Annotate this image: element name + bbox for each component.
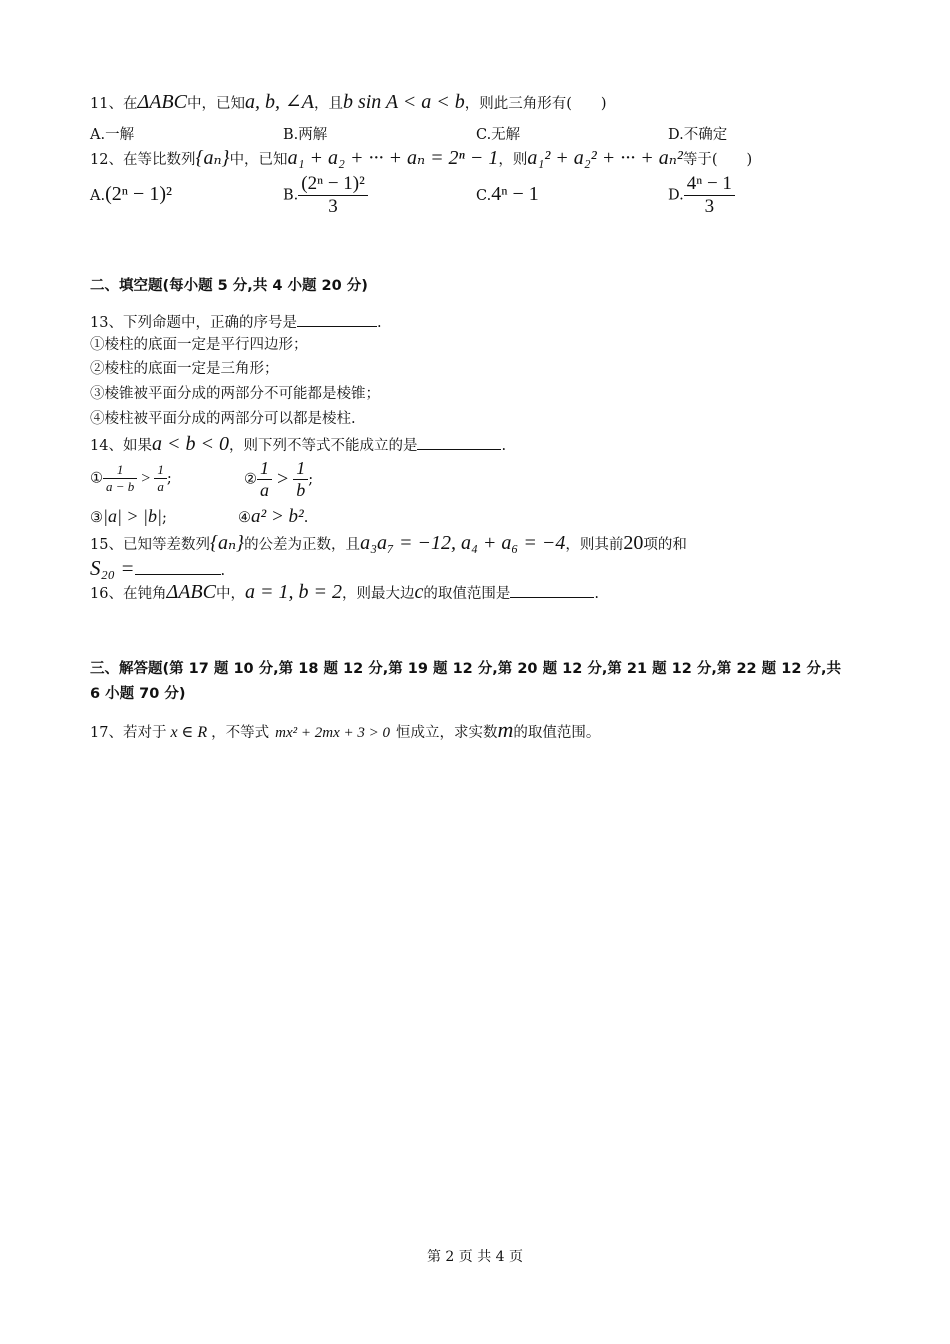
q13-text: 13、下列命题中，正确的序号是	[90, 315, 297, 331]
q14-item-2-left-fraction	[257, 458, 272, 501]
q13-item-4: ④棱柱被平面分成的两部分可以都是棱柱.	[90, 411, 356, 427]
q14-suffix: ，则下列不等式不能成立的是	[228, 438, 418, 454]
q14-stem	[90, 432, 506, 456]
q14-item-2-mark: ②	[244, 471, 257, 488]
q16-answer-blank[interactable]	[510, 583, 594, 598]
q16-prefix: 16、在钝角	[90, 586, 167, 602]
q12-mid1: 中，已知	[229, 152, 288, 168]
q14-item-3-end: ;	[161, 510, 167, 526]
q11-prefix: 11、在	[90, 96, 138, 112]
q11-option-b: B.两解	[283, 127, 328, 143]
section-3-heading-line-1: 三、解答题(第 17 题 10 分,第 18 题 12 分,第 19 题 12 分,第 20 题 12 分,第 21 题 12 分,第 22 题 12 分,共	[90, 661, 841, 677]
q15-answer-blank[interactable]	[135, 560, 221, 575]
q14-item-3-mark: ③	[90, 510, 103, 526]
q16-side-c: c	[414, 581, 424, 603]
q16-stem	[90, 580, 599, 604]
q13-end: .	[376, 315, 382, 331]
q14-item-2-left-numerator: 1	[257, 458, 272, 480]
q12-option-a	[90, 183, 172, 206]
q12-suffix: 等于( )	[682, 152, 753, 168]
q12-prefix: 12、在等比数列	[90, 152, 196, 168]
section-3-heading-line-2: 6 小题 70 分)	[90, 686, 186, 702]
q12-stem	[90, 146, 752, 170]
q14-item-3	[90, 506, 167, 527]
q12-option-d-fraction	[684, 173, 735, 218]
q12-option-d-numerator: 4ⁿ − 1	[684, 173, 735, 196]
q14-end: .	[501, 438, 507, 454]
q15-mid1: 的公差为正数，且	[244, 537, 361, 553]
q17-inequality: mx² + 2mx + 3 > 0	[275, 725, 391, 741]
q12-option-b	[283, 173, 368, 218]
q11-option-c: C.无解	[476, 127, 521, 143]
q14-item-2-right-numerator: 1	[293, 458, 308, 480]
q12-expression: a₁² + a₂² + ··· + aₙ²	[527, 147, 683, 169]
q11-mid2: ，且	[313, 96, 343, 112]
q14-item-1-left-numerator: 1	[103, 462, 137, 479]
q12-option-c	[476, 183, 539, 206]
q16-suffix: 的取值范围是	[423, 586, 511, 602]
q13-item-2: ②棱柱的底面一定是三角形；	[90, 361, 279, 377]
q12-sequence: {aₙ}	[195, 147, 230, 169]
q14-prefix: 14、如果	[90, 438, 152, 454]
q16-condition: a = 1, b = 2	[244, 581, 342, 603]
q14-item-2-right-denominator: b	[296, 480, 306, 500]
q12-option-a-value: (2ⁿ − 1)²	[105, 183, 172, 205]
q14-condition: a < b < 0	[151, 433, 229, 455]
q11-suffix: ，则此三角形有( )	[464, 96, 607, 112]
q16-triangle: ΔABC	[166, 581, 216, 603]
q12-option-d-label: D.	[668, 187, 684, 204]
q15-stem	[90, 531, 687, 555]
q14-item-2-operator: >	[277, 468, 289, 490]
q15-prefix: 15、已知等差数列	[90, 537, 210, 553]
q11-condition: b sin A < a < b	[342, 91, 465, 113]
q13-answer-blank[interactable]	[297, 312, 377, 327]
q14-item-2-left-denominator: a	[260, 480, 269, 500]
q11-mid1: 中，已知	[186, 96, 245, 112]
q11-option-d: D.不确定	[668, 127, 728, 143]
q12-option-d	[668, 173, 735, 218]
q14-answer-blank[interactable]	[417, 435, 501, 450]
q12-option-b-numerator: (2ⁿ − 1)²	[298, 173, 368, 196]
q12-option-b-label: B.	[283, 187, 299, 204]
q13-item-3: ③棱锥被平面分成的两部分不可能都是棱锥；	[90, 386, 380, 402]
q15-end: .	[220, 563, 226, 579]
q14-item-1-mark: ①	[90, 470, 103, 487]
q14-item-1-right-numerator: 1	[154, 462, 167, 479]
q14-item-1	[90, 462, 172, 495]
q15-answer-line	[90, 556, 225, 581]
q14-item-1-right-denominator: a	[157, 479, 164, 494]
q11-stem	[90, 90, 607, 114]
q17-variable-m: m	[497, 717, 514, 742]
q11-option-a: A.一解	[90, 127, 135, 143]
q11-triangle: ΔABC	[137, 91, 187, 113]
q13-item-1: ①棱柱的底面一定是平行四边形；	[90, 337, 308, 353]
q12-mid2: ，则	[498, 152, 528, 168]
q14-item-4-mark: ④	[238, 510, 251, 526]
q16-mid1: 中，	[215, 586, 245, 602]
q14-item-1-left-denominator: a − b	[106, 479, 135, 494]
q14-item-1-operator: >	[141, 469, 151, 487]
q16-end: .	[594, 586, 599, 602]
q15-mid2: ，则其前	[565, 537, 624, 553]
q17-condition: x ∈ R	[170, 724, 208, 741]
q17-mid1: ，不等式	[211, 725, 270, 741]
q14-item-1-left-fraction	[103, 462, 137, 495]
q12-condition: a₁ + a₂ + ··· + aₙ = 2ⁿ − 1	[287, 147, 499, 169]
q15-sequence: {aₙ}	[209, 532, 245, 554]
q17-suffix: 的取值范围。	[513, 725, 601, 741]
q14-item-4-end: .	[303, 510, 309, 526]
q15-suffix: 项的和	[643, 537, 687, 553]
q14-item-1-right-fraction	[154, 462, 167, 495]
q17-mid2: 恒成立，求实数	[396, 725, 498, 741]
q17-stem	[90, 717, 600, 743]
q12-option-d-denominator: 3	[704, 196, 715, 217]
q12-option-c-value: 4ⁿ − 1	[491, 183, 539, 205]
q15-condition: a₃a₇ = −12, a₄ + a₆ = −4	[360, 532, 566, 554]
q14-item-4	[238, 506, 308, 528]
q17-prefix: 17、若对于	[90, 725, 167, 741]
q12-option-c-label: C.	[476, 188, 492, 204]
q14-item-1-end: ;	[166, 470, 172, 487]
q16-mid2: ，则最大边	[341, 586, 415, 602]
q14-item-2	[244, 458, 313, 501]
section-2-heading: 二、填空题(每小题 5 分,共 4 小题 20 分)	[90, 278, 368, 294]
q14-item-3-expression: |a| > |b|	[103, 506, 162, 526]
q15-sum-expression: S₂₀ =	[90, 556, 135, 580]
q12-option-b-fraction	[298, 173, 368, 218]
q12-option-b-denominator: 3	[328, 196, 338, 217]
q12-option-a-label: A.	[90, 188, 106, 204]
q14-item-2-end: ;	[308, 471, 314, 488]
q14-item-4-expression: a² > b²	[251, 506, 304, 527]
q11-known: a, b, ∠A	[244, 91, 314, 113]
q13-stem	[90, 312, 382, 332]
q15-term-count: 20	[623, 532, 644, 554]
q14-item-2-right-fraction	[293, 458, 308, 501]
page-footer: 第 2 页 共 4 页	[426, 1249, 524, 1265]
